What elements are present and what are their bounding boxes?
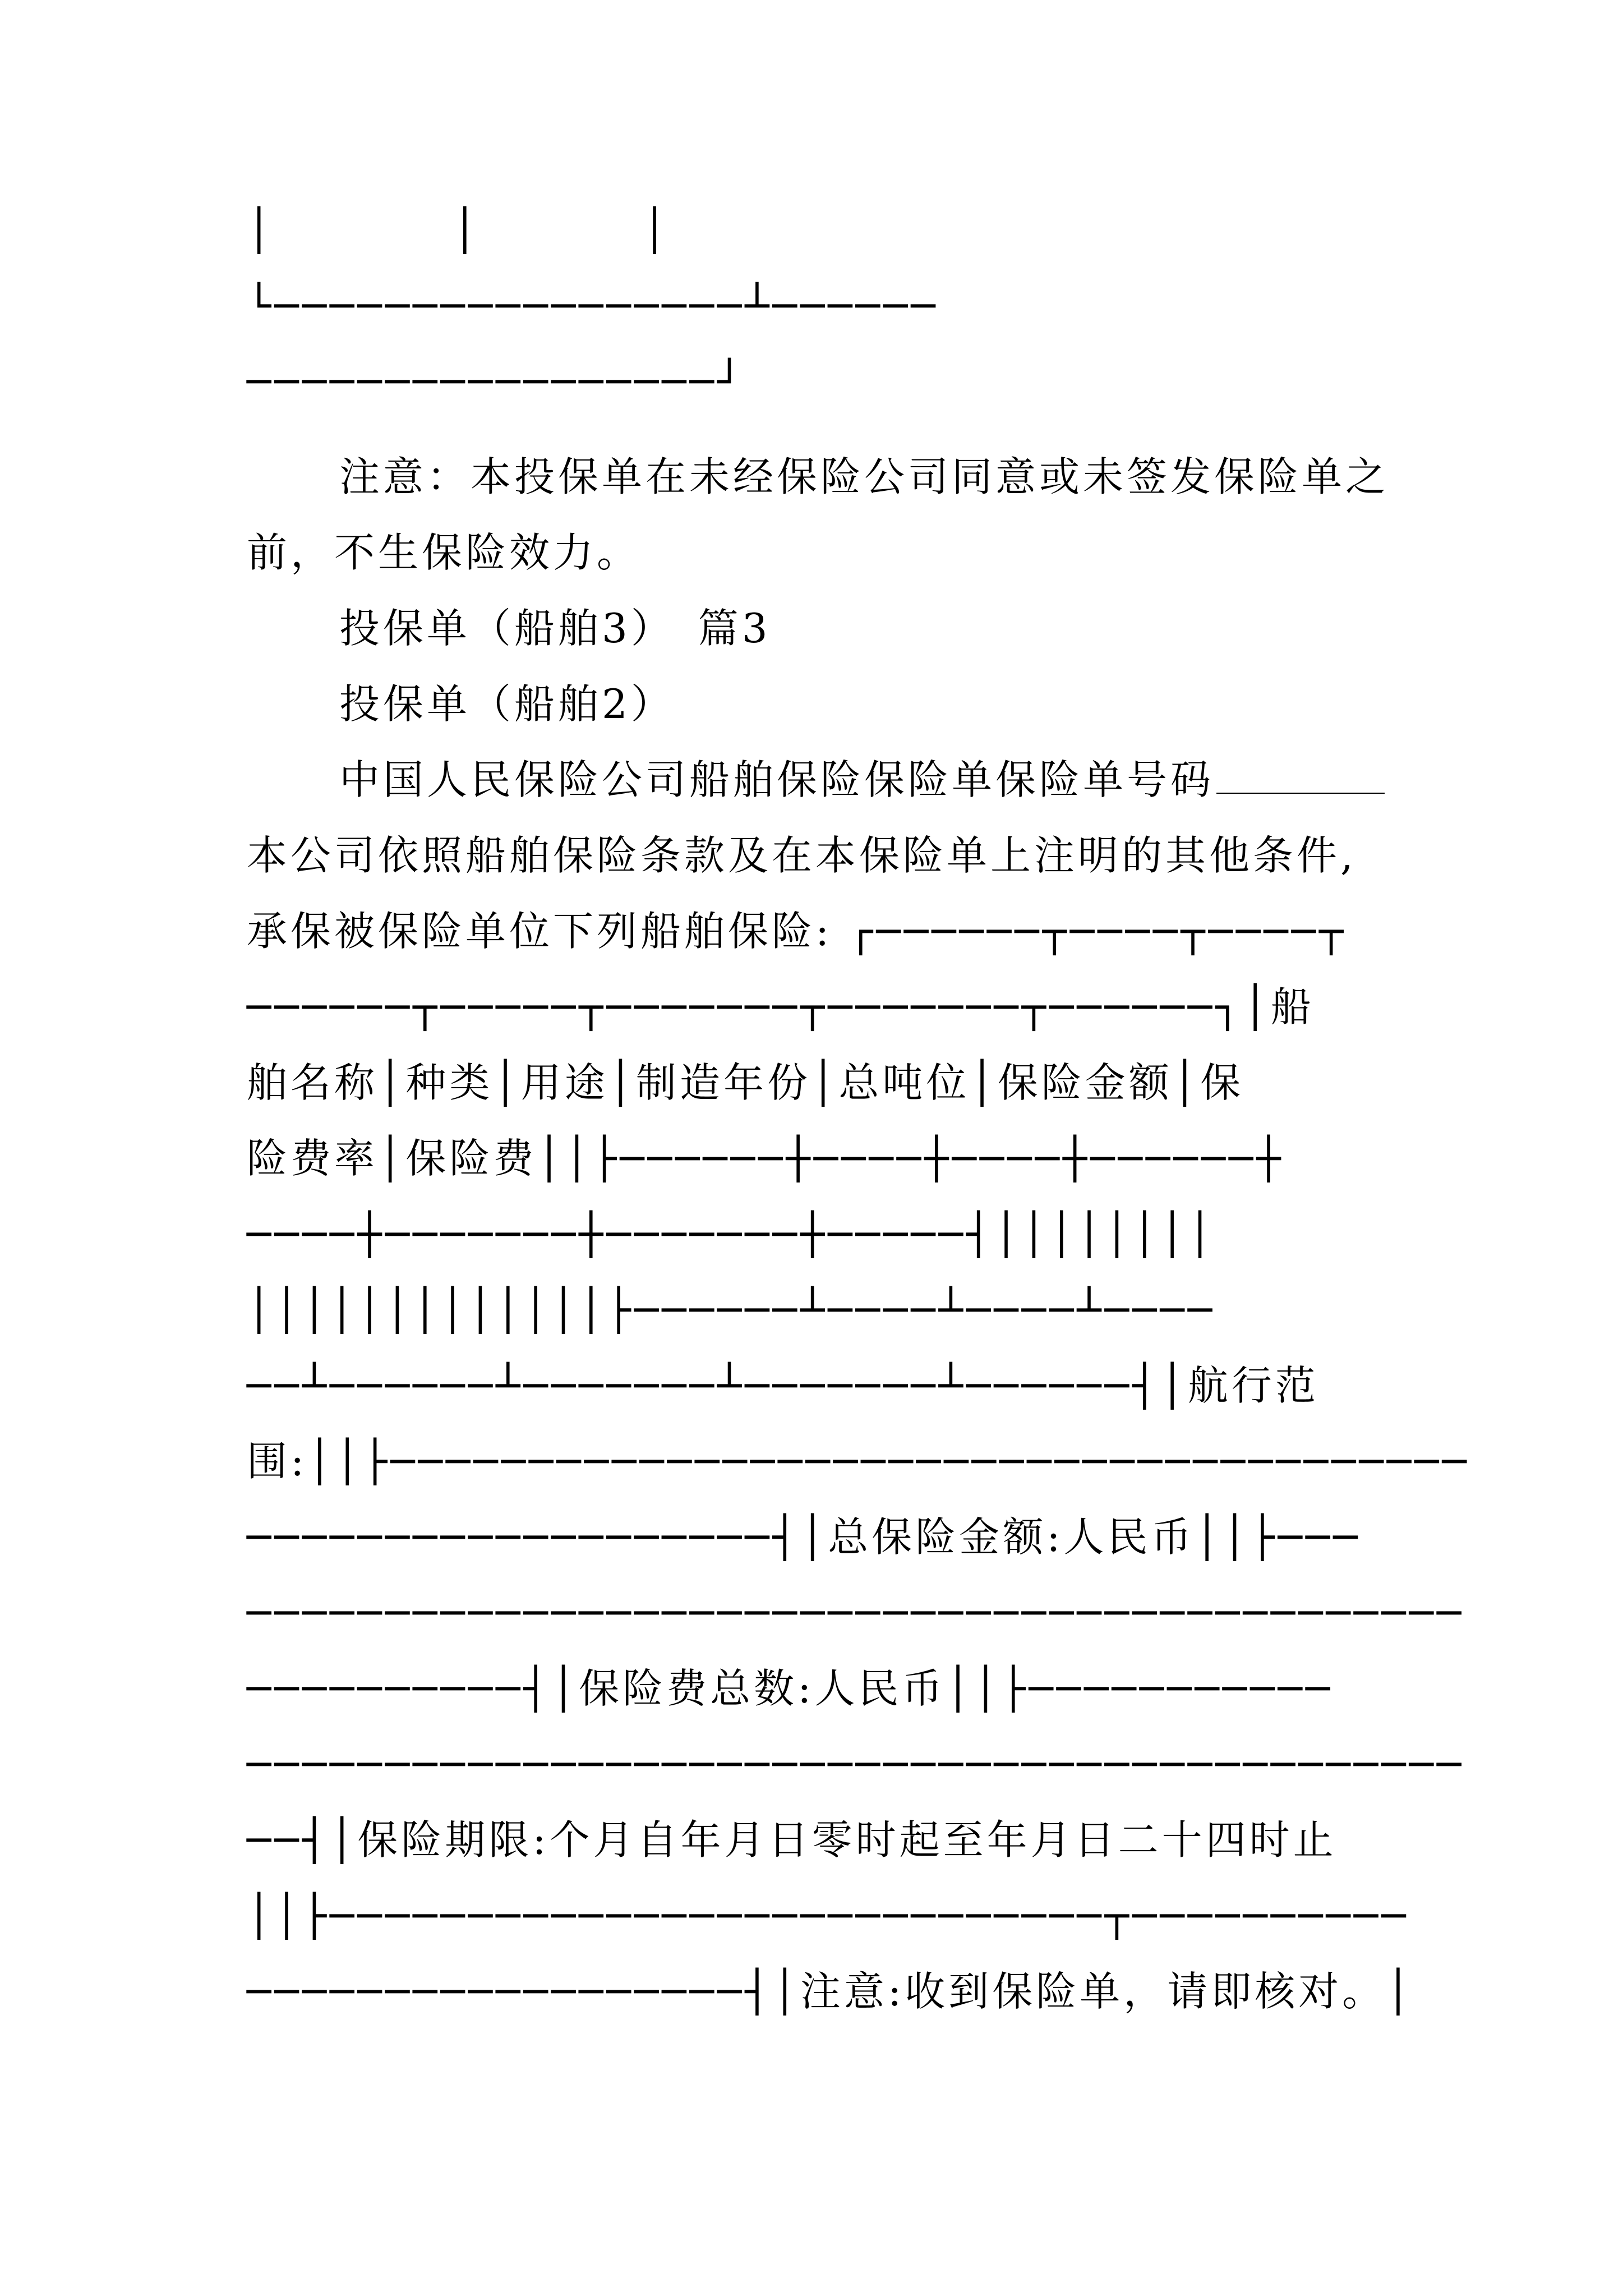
table-border-row: │ │ │ [247, 206, 670, 254]
body-text-line: 本公司依照船舶保险条款及在本保险单上注明的其他条件, [247, 832, 1357, 879]
notice-paragraph-line: 注意：本投保单在未经保险公司同意或未签发保险单之 [339, 453, 1390, 500]
section-heading: 投保单（船舶3） 篇3 [339, 605, 771, 652]
table-border-row: └─────────────────┴────── [247, 282, 939, 329]
policy-number-blank [1216, 793, 1385, 794]
table-text-line: ──┴──────┴───────┴───────┴──────┤│航行范 [247, 1362, 1319, 1409]
notice-paragraph-line: 前，不生保险效力。 [247, 529, 641, 576]
table-border-row: ─────────────────┘ [247, 358, 745, 405]
table-text-line: 险费率│保险费││├──────┼────┼────┼──────┼ [247, 1135, 1284, 1182]
table-text-line: ────┼───────┼───────┼─────┤││││││││ [247, 1211, 1216, 1258]
table-text-line: 舶名称│种类│用途│制造年份│总吨位│保险金额│保 [247, 1059, 1244, 1106]
table-text-line: ───────────────────┤│总保险金额:人民币││├─── [247, 1513, 1361, 1561]
form-title: 投保单（船舶2） [339, 680, 675, 728]
table-text-line: 承保被保险单位下列船舶保险: ┌──────┬────┬────┬ [247, 908, 1347, 955]
policy-number-label: 中国人民保险公司船舶保险保险单保险单号码 [339, 756, 1215, 803]
table-text-line: ──────────┤│保险费总数:人民币││├─────────── [247, 1665, 1334, 1712]
table-text-line: ││├────────────────────────────┬────────── [247, 1892, 1409, 1939]
table-text-line: ──────────────────────────────────────────── [247, 1589, 1465, 1636]
table-text-line: ──────────────────┤│注意:收到保险单，请即核对。│ [247, 1968, 1414, 2015]
table-text-line: ──────┬─────┬───────┬───────┬──────┐│船 [247, 983, 1315, 1030]
table-text-line: 围:││├─────────────────────────────────────── [247, 1438, 1470, 1485]
policy-number-line [339, 743, 1483, 816]
table-text-line: │││││││││││││├──────┴────┴────┴──── [247, 1286, 1216, 1333]
table-text-line: ──┤│保险期限:个月自年月日零时起至年月日二十四时止 [247, 1816, 1337, 1864]
table-text-line: ──────────────────────────────────────────── [247, 1741, 1465, 1788]
